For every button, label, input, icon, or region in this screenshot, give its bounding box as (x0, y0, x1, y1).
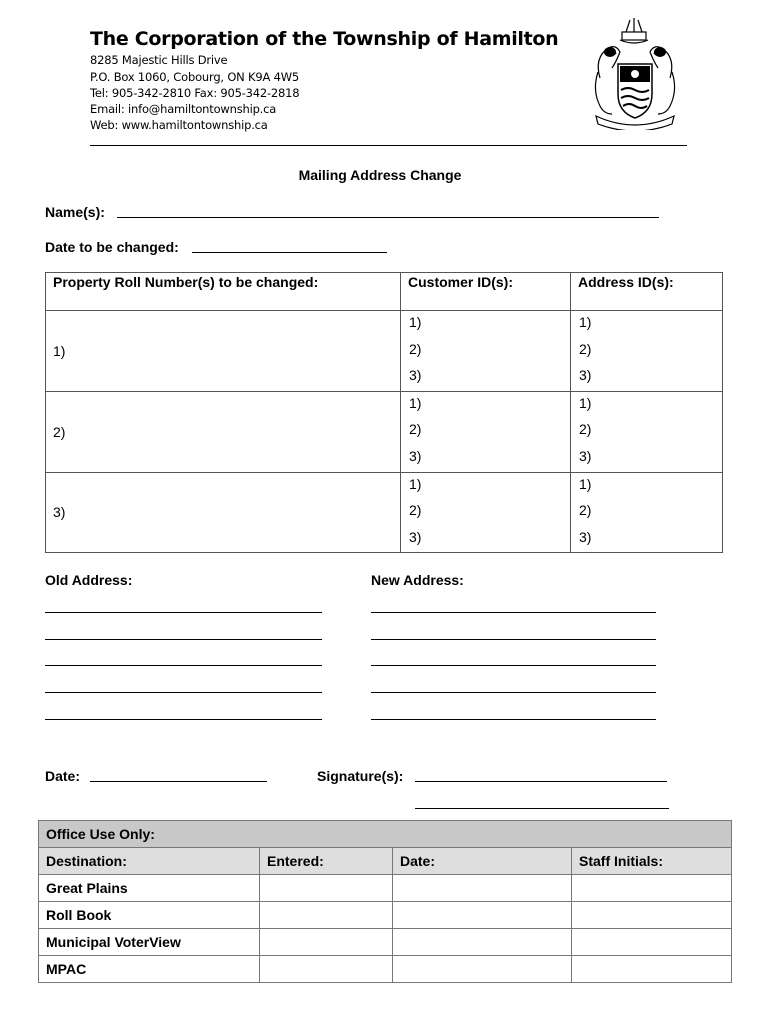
old-address-line[interactable] (45, 692, 322, 693)
property-roll-header: Property Roll Number(s) to be changed: (46, 273, 401, 311)
destination-cell: Roll Book (39, 902, 260, 929)
entered-header: Entered: (260, 848, 393, 875)
property-roll-cell[interactable]: 1) (46, 311, 401, 392)
date-header: Date: (393, 848, 572, 875)
destination-cell: MPAC (39, 956, 260, 983)
address-id-2[interactable]: 2) (579, 502, 592, 519)
date-cell[interactable] (393, 902, 572, 929)
staff-initials-cell[interactable] (572, 875, 732, 902)
table-row (39, 956, 732, 983)
township-crest-logo (590, 18, 680, 130)
customer-id-1[interactable]: 1) (409, 314, 422, 330)
date-label: Date: (45, 768, 81, 784)
staff-initials-cell[interactable] (572, 902, 732, 929)
new-address-label: New Address: (371, 572, 464, 588)
old-address-line[interactable] (45, 612, 322, 613)
customer-id-cell[interactable] (401, 472, 571, 553)
form-title: Mailing Address Change (298, 167, 462, 183)
date-cell[interactable] (393, 956, 572, 983)
customer-id-2[interactable]: 2) (409, 340, 422, 357)
address-id-cell[interactable] (571, 311, 723, 392)
staff-initials-cell[interactable] (572, 929, 732, 956)
address-line: P.O. Box 1060, Cobourg, ON K9A 4W5 (90, 70, 300, 84)
date-field[interactable] (90, 781, 267, 782)
staff-initials-header: Staff Initials: (572, 848, 732, 875)
email-line: Email: info@hamiltontownship.ca (90, 102, 277, 116)
phone-fax-line: Tel: 905-342-2810 Fax: 905-342-2818 (90, 86, 300, 100)
date-cell[interactable] (393, 929, 572, 956)
address-id-3[interactable]: 3) (579, 447, 592, 464)
customer-id-cell[interactable] (401, 391, 571, 472)
web-line: Web: www.hamiltontownship.ca (90, 118, 268, 132)
office-use-title: Office Use Only: (39, 821, 732, 848)
address-id-3[interactable]: 3) (579, 367, 592, 384)
customer-id-cell[interactable] (401, 311, 571, 392)
customer-id-3[interactable]: 3) (409, 367, 422, 384)
address-id-2[interactable]: 2) (579, 421, 592, 438)
organization-name: The Corporation of the Township of Hamilton (90, 28, 559, 50)
new-address-line[interactable] (371, 665, 656, 666)
date-cell[interactable] (393, 875, 572, 902)
names-label: Name(s): (45, 204, 105, 220)
address-id-cell[interactable] (571, 391, 723, 472)
address-id-1[interactable]: 1) (579, 475, 592, 492)
signature-field[interactable] (415, 781, 667, 782)
destination-cell: Great Plains (39, 875, 260, 902)
date-to-be-changed-field[interactable] (192, 252, 387, 253)
new-address-line[interactable] (371, 719, 656, 720)
address-id-3[interactable]: 3) (579, 528, 592, 545)
new-address-line[interactable] (371, 639, 656, 640)
table-row (39, 875, 732, 902)
entered-cell[interactable] (260, 902, 393, 929)
customer-id-3[interactable]: 3) (409, 528, 422, 545)
property-roll-table (45, 272, 723, 553)
date-to-be-changed-label: Date to be changed: (45, 239, 179, 255)
destination-header: Destination: (39, 848, 260, 875)
destination-cell: Municipal VoterView (39, 929, 260, 956)
header-divider (90, 145, 687, 146)
table-row (39, 929, 732, 956)
table-row (46, 391, 723, 472)
entered-cell[interactable] (260, 929, 393, 956)
table-row (46, 472, 723, 553)
customer-id-1[interactable]: 1) (409, 475, 422, 492)
address-id-1[interactable]: 1) (579, 394, 592, 411)
customer-id-2[interactable]: 2) (409, 421, 422, 438)
entered-cell[interactable] (260, 956, 393, 983)
office-use-table (38, 820, 732, 983)
staff-initials-cell[interactable] (572, 956, 732, 983)
old-address-label: Old Address: (45, 572, 133, 588)
new-address-line[interactable] (371, 612, 656, 613)
old-address-line[interactable] (45, 665, 322, 666)
signature-label: Signature(s): (317, 768, 404, 784)
signature-field-2[interactable] (415, 808, 669, 809)
names-field[interactable] (117, 217, 659, 218)
old-address-line[interactable] (45, 639, 322, 640)
address-id-1[interactable]: 1) (579, 314, 592, 330)
property-roll-cell[interactable]: 3) (46, 472, 401, 553)
old-address-line[interactable] (45, 719, 322, 720)
address-id-2[interactable]: 2) (579, 340, 592, 357)
customer-id-1[interactable]: 1) (409, 394, 422, 411)
address-id-header: Address ID(s): (571, 273, 723, 311)
customer-id-2[interactable]: 2) (409, 502, 422, 519)
customer-id-3[interactable]: 3) (409, 447, 422, 464)
table-row (39, 902, 732, 929)
entered-cell[interactable] (260, 875, 393, 902)
property-roll-cell[interactable]: 2) (46, 391, 401, 472)
address-id-cell[interactable] (571, 472, 723, 553)
address-line: 8285 Majestic Hills Drive (90, 53, 228, 67)
customer-id-header: Customer ID(s): (401, 273, 571, 311)
new-address-line[interactable] (371, 692, 656, 693)
table-row (46, 311, 723, 392)
